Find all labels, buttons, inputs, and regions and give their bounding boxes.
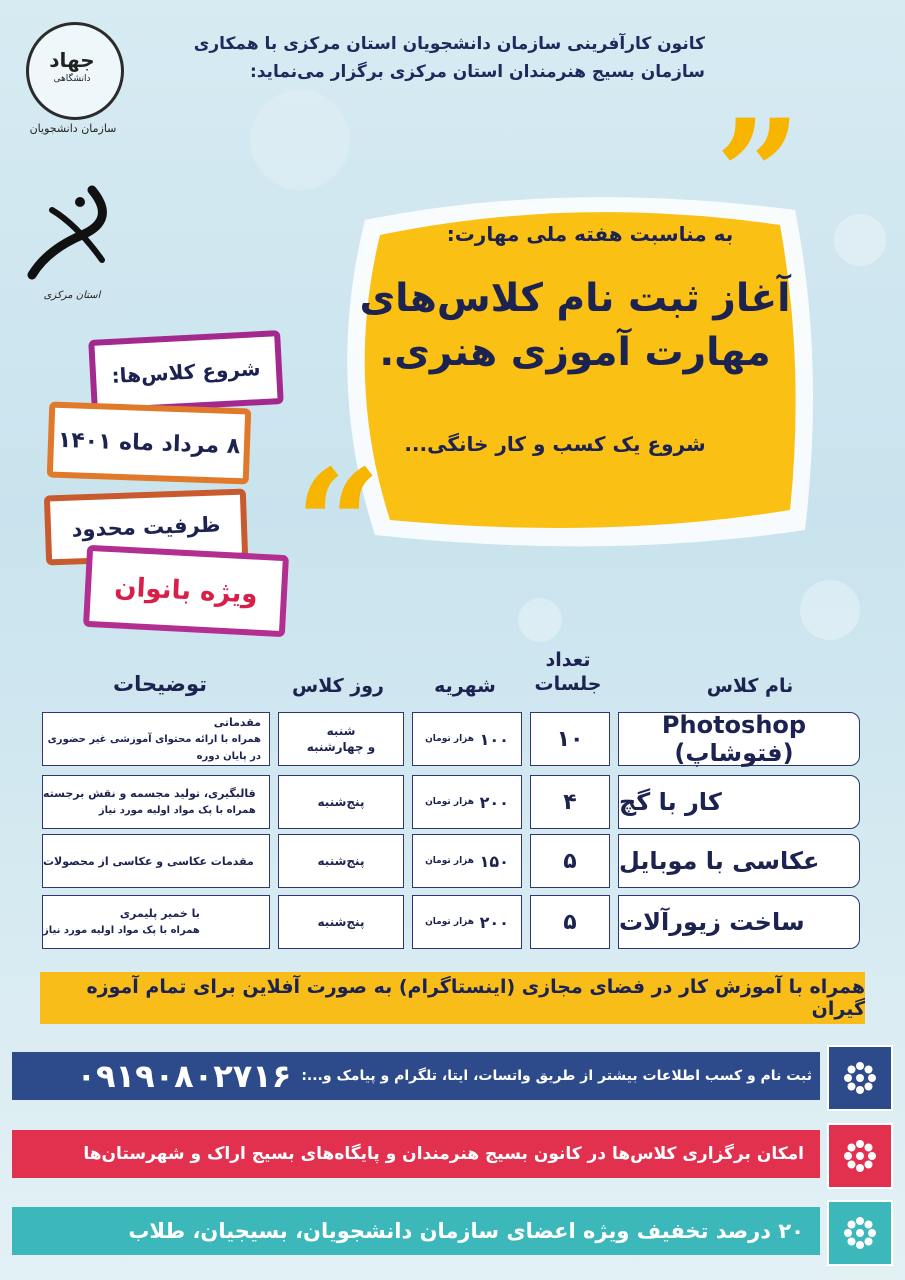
discount-text: ۲۰ درصد تخفیف ویژه اعضای سازمان دانشجویان، بسیجیان، طلاب — [128, 1219, 804, 1243]
capacity-text: ظرفیت محدود — [71, 512, 221, 542]
desc-line-2: همراه با پک مواد اولیه مورد نیاز — [43, 925, 200, 936]
basij-logo-caption: استان مرکزی — [43, 290, 101, 301]
fee-cell — [412, 775, 522, 829]
desc-line-2: همراه با پک مواد اولیه مورد نیاز — [98, 805, 256, 816]
day-cell — [278, 775, 404, 829]
headline-line-2: مهارت آموزی هنری. — [379, 330, 771, 375]
desc-cell — [42, 712, 270, 766]
table-row — [42, 775, 860, 829]
desc-line-1: مقدمات عکاسی و عکاسی از محصولات — [43, 854, 254, 868]
class-name: عکاسی با موبایل — [619, 847, 820, 875]
sessions-count: ۵ — [563, 848, 577, 874]
fee-unit: هزار تومان — [425, 856, 475, 866]
basij-artists-logo — [22, 180, 122, 320]
fee-unit: هزار تومان — [425, 734, 475, 744]
col-header-desc: توضیحات — [112, 672, 208, 696]
header-line-1: کانون کارآفرینی سازمان دانشجویان استان مرکزی با همکاری — [193, 34, 705, 54]
jahad-logo — [18, 22, 128, 142]
start-label-sign — [88, 330, 284, 414]
desc-cell — [42, 775, 270, 829]
headline-line-1: آغاز ثبت نام کلاس‌های — [359, 276, 791, 321]
sessions-cell — [530, 712, 610, 766]
info-strip-venue — [0, 1123, 905, 1185]
class-name-cell — [618, 775, 860, 829]
col-header-day: روز کلاس — [292, 675, 384, 697]
fee-amount: ۲۰۰ — [479, 792, 509, 812]
desc-cell — [42, 895, 270, 949]
day-line-1: پنج‌شنبه — [317, 854, 365, 868]
sessions-count: ۱۰ — [556, 726, 584, 752]
class-name-cell — [618, 712, 860, 766]
fee-unit: هزار تومان — [425, 917, 475, 927]
main-headline — [355, 272, 795, 380]
sessions-cell — [530, 834, 610, 888]
women-only-text: ویژه بانوان — [113, 572, 259, 610]
quote-close-icon: “ — [295, 437, 382, 613]
sessions-count: ۴ — [563, 789, 577, 815]
headline-subtitle: شروع یک کسب و کار خانگی... — [404, 432, 706, 456]
table-row — [42, 834, 860, 888]
class-name: Photoshop (فتوشاپ) — [661, 711, 807, 767]
class-name: ساخت زیورآلات — [619, 908, 805, 936]
flower-icon — [827, 1123, 893, 1189]
start-label-text: شروع کلاس‌ها: — [110, 356, 262, 388]
day-line-1: پنج‌شنبه — [317, 915, 365, 929]
fee-cell — [412, 834, 522, 888]
info-strip-register — [0, 1045, 905, 1107]
day-cell — [278, 834, 404, 888]
venue-strip-bar — [12, 1130, 820, 1178]
venue-text: امکان برگزاری کلاس‌ها در کانون بسیج هنرمندان و پایگاه‌های بسیج اراک و شهرستان‌ها — [83, 1144, 804, 1164]
day-cell — [278, 712, 404, 766]
basij-artists-emblem-icon — [22, 180, 122, 285]
desc-cell — [42, 834, 270, 888]
fee-cell — [412, 712, 522, 766]
class-name: کار با گچ — [619, 788, 722, 816]
women-only-sign — [83, 545, 289, 637]
day-line-1: شنبه — [326, 724, 356, 738]
col-header-sessions: تعداد جلسات — [534, 649, 602, 695]
flower-icon — [827, 1045, 893, 1111]
desc-line-1: با خمیر پلیمری — [119, 907, 200, 920]
occasion-title: به مناسبت هفته ملی مهارت: — [446, 222, 734, 246]
fee-amount: ۱۵۰ — [479, 851, 509, 871]
fee-amount: ۱۰۰ — [479, 729, 509, 749]
class-name-cell — [618, 895, 860, 949]
phone-number: ۰۹۱۹۰۸۰۲۷۱۶ — [76, 1057, 292, 1095]
fee-cell — [412, 895, 522, 949]
register-text: ثبت نام و کسب اطلاعات بیشتر از طریق واتسات، ایتا، تلگرام و پیامک و...: — [301, 1068, 812, 1084]
desc-line-1: قالبگیری، تولید مجسمه و نقش برجسته — [43, 787, 256, 800]
desc-line-1: مقدماتی — [213, 715, 261, 729]
col-header-name: نام کلاس — [706, 675, 794, 697]
sessions-cell — [530, 775, 610, 829]
discount-strip-bar — [12, 1207, 820, 1255]
fee-unit: هزار تومان — [425, 797, 475, 807]
jahad-logo-caption: سازمان دانشجویان — [29, 122, 117, 135]
register-strip-bar — [12, 1052, 820, 1100]
day-cell — [278, 895, 404, 949]
col-header-fee: شهریه — [434, 675, 496, 697]
quote-open-icon: ” — [715, 87, 802, 263]
online-training-band: همراه با آموزش کار در فضای مجازی (اینستاگرام) به صورت آفلاین برای تمام آموزه گیران — [40, 972, 865, 1024]
day-line-2: و چهارشنبه — [306, 740, 376, 754]
class-name-cell — [618, 834, 860, 888]
sessions-count: ۵ — [563, 909, 577, 935]
table-row — [42, 895, 860, 949]
info-strip-discount — [0, 1200, 905, 1262]
day-line-1: پنج‌شنبه — [317, 795, 365, 809]
organizer-header — [185, 30, 705, 86]
desc-line-2: همراه با ارائه محتوای آموزشی غیر حضوری در پایان دوره — [47, 733, 261, 762]
flower-icon — [827, 1200, 893, 1266]
start-date-sign — [47, 401, 252, 484]
jahad-logo-sub: دانشگاهی — [53, 74, 91, 84]
sessions-cell — [530, 895, 610, 949]
fee-amount: ۲۰۰ — [479, 912, 509, 932]
header-line-2: سازمان بسیج هنرمندان استان مرکزی برگزار می‌نماید: — [249, 62, 705, 82]
start-date-text: ۸ مرداد ماه ۱۴۰۱ — [57, 427, 241, 459]
table-row — [42, 712, 860, 766]
jahad-logo-word: جهاد — [49, 48, 95, 72]
